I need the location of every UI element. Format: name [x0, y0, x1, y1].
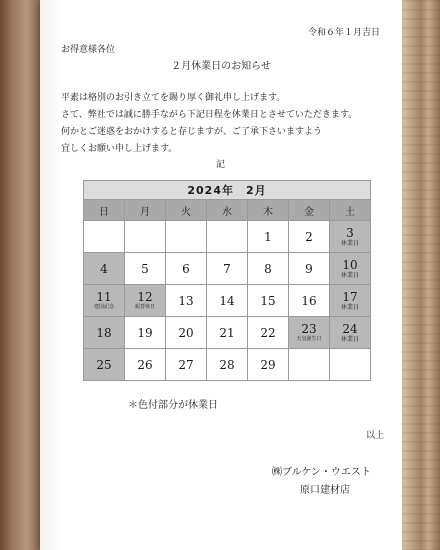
calendar-week-row — [84, 317, 371, 349]
day-number: 9 — [305, 261, 313, 276]
body-line: さて、弊社では誠に勝手ながら下記日程を休業日とさせていただきます。 — [61, 110, 358, 120]
calendar-day-cell — [166, 285, 207, 317]
notice-body — [61, 90, 357, 158]
calendar-day-cell — [125, 285, 166, 317]
weekday-sun: 日 — [84, 200, 125, 221]
calendar-week-row — [84, 285, 371, 317]
calendar-day-cell — [166, 317, 207, 349]
calendar-day-cell — [84, 317, 125, 349]
day-number: 15 — [260, 293, 276, 308]
addressee: お得意様各位 — [61, 45, 116, 55]
calendar-day-cell — [248, 349, 289, 381]
calendar-day-cell — [207, 349, 248, 381]
calendar-day-cell — [248, 285, 289, 317]
weekday-wed: 水 — [207, 200, 248, 221]
calendar-day-cell — [166, 349, 207, 381]
day-number: 21 — [219, 325, 235, 340]
calendar-day-cell — [289, 317, 330, 349]
issue-date: 令和６年１月吉日 — [308, 28, 381, 38]
day-note: 振替休日 — [134, 304, 155, 310]
calendar-day-cell — [125, 317, 166, 349]
calendar-day-cell — [84, 221, 125, 253]
body-line: 平素は格別のお引き立てを賜り厚く御礼申し上げます。 — [61, 93, 286, 103]
day-number: 11 — [96, 290, 112, 304]
branch-name: 原口建材店 — [300, 485, 350, 496]
day-number: 18 — [96, 325, 112, 340]
calendar-day-cell — [207, 285, 248, 317]
calendar-day-cell — [125, 221, 166, 253]
day-note: 休業日 — [340, 336, 359, 343]
day-number: 29 — [260, 357, 276, 372]
ki-mark: 記 — [216, 160, 226, 170]
day-note: 休業日 — [340, 304, 359, 311]
calendar-day-cell — [248, 253, 289, 285]
day-note: 天皇誕生日 — [296, 336, 322, 342]
day-number: 23 — [301, 322, 317, 336]
weekday-fri: 金 — [289, 200, 330, 221]
weekday-header-row — [84, 200, 371, 221]
legend-footnote: ＊色付部分が休業日 — [128, 400, 218, 411]
calendar-day-cell — [330, 285, 371, 317]
calendar-day-cell — [289, 285, 330, 317]
day-number: 7 — [223, 261, 231, 276]
weekday-thu: 木 — [248, 200, 289, 221]
day-number: 13 — [178, 293, 194, 308]
day-number: 3 — [346, 226, 354, 240]
day-number: 14 — [219, 293, 235, 308]
calendar-day-cell — [330, 317, 371, 349]
calendar-day-cell — [289, 349, 330, 381]
calendar-day-cell — [248, 317, 289, 349]
calendar-body — [84, 221, 371, 381]
day-note: 建国記念 — [93, 304, 114, 310]
calendar-day-cell — [289, 221, 330, 253]
calendar-day-cell — [84, 285, 125, 317]
calendar-day-cell — [248, 221, 289, 253]
day-number: 26 — [137, 357, 153, 372]
calendar-week-row — [84, 349, 371, 381]
notice-title: ２月休業日のお知らせ — [171, 61, 271, 72]
day-number: 24 — [342, 322, 358, 336]
day-note: 休業日 — [340, 240, 359, 247]
calendar-day-cell — [330, 253, 371, 285]
calendar-day-cell — [207, 317, 248, 349]
day-number: 8 — [264, 261, 272, 276]
day-number: 5 — [141, 261, 149, 276]
calendar-day-cell — [207, 221, 248, 253]
holiday-calendar — [83, 180, 371, 381]
day-number: 6 — [182, 261, 190, 276]
calendar-day-cell — [125, 349, 166, 381]
day-number: 4 — [100, 261, 108, 276]
day-number: 16 — [301, 293, 317, 308]
calendar-week-row — [84, 221, 371, 253]
day-number: 2 — [305, 229, 313, 244]
day-number: 25 — [96, 357, 112, 372]
day-number: 12 — [137, 290, 153, 304]
calendar-day-cell — [84, 253, 125, 285]
calendar-day-cell — [289, 253, 330, 285]
day-note: 休業日 — [340, 272, 359, 279]
calendar-title: 2024年 2月 — [84, 181, 371, 200]
day-number: 1 — [264, 229, 272, 244]
notice-paper — [40, 0, 402, 550]
day-number: 17 — [342, 290, 358, 304]
calendar-day-cell — [207, 253, 248, 285]
calendar-day-cell — [84, 349, 125, 381]
day-number: 28 — [219, 357, 235, 372]
day-number: 27 — [178, 357, 194, 372]
weekday-tue: 火 — [166, 200, 207, 221]
day-number: 22 — [260, 325, 276, 340]
weekday-mon: 月 — [125, 200, 166, 221]
closing-mark: 以上 — [366, 431, 385, 441]
body-line: 何かとご迷惑をおかけすると存じますが、ご了承下さいますよう — [61, 127, 323, 137]
calendar-week-row — [84, 253, 371, 285]
weekday-sat: 土 — [330, 200, 371, 221]
body-line: 宜しくお願い申し上げます。 — [61, 144, 178, 154]
calendar-day-cell — [125, 253, 166, 285]
calendar-day-cell — [166, 253, 207, 285]
day-number: 10 — [342, 258, 358, 272]
calendar-day-cell — [330, 221, 371, 253]
company-name: ㈱ブルケン・ウエスト — [272, 467, 371, 478]
calendar-day-cell — [166, 221, 207, 253]
calendar-day-cell — [330, 349, 371, 381]
day-number: 20 — [178, 325, 194, 340]
day-number: 19 — [137, 325, 153, 340]
wood-background-right — [402, 0, 440, 550]
